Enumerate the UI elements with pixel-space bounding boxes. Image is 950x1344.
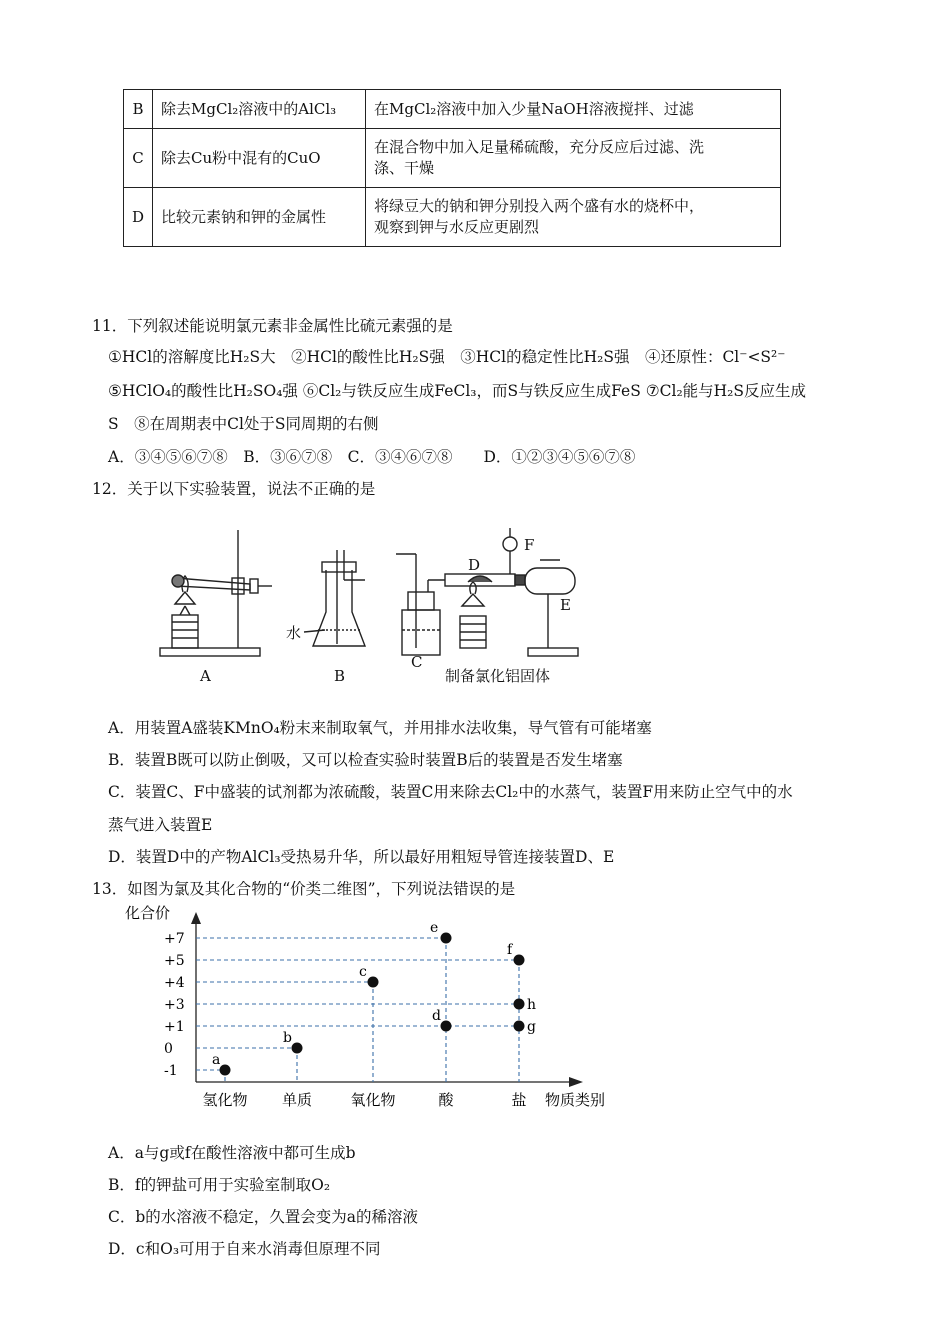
collector-e	[525, 568, 575, 594]
stopper-b	[322, 562, 356, 572]
q12-option-b: B．装置B既可以防止倒吸，又可以检查实验时装置B后的装置是否发生堵塞	[108, 751, 623, 769]
method-line: 在混合物中加入足量稀硫酸，充分反应后过滤、洗	[374, 138, 705, 156]
x-tick-label: 酸	[438, 1091, 454, 1109]
row-purpose: 除去MgCl₂溶液中的AlCl₃	[153, 90, 366, 129]
drying-bulb-f	[503, 537, 517, 551]
q11-statements-line3: S ⑧在周期表中Cl处于S同周期的右侧	[108, 415, 379, 433]
data-point-a	[220, 1065, 231, 1076]
data-label-c: c	[359, 964, 367, 980]
q12-option-d: D．装置D中的产物AlCl₃受热易升华，所以最好用粗短导管连接装置D、E	[108, 848, 615, 866]
q12-option-c-line1: C．装置C、F中盛装的试剂都为浓硫酸，装置C用来除去Cl₂中的水蒸气，装置F用来防止空气中的水	[108, 783, 793, 801]
row-method	[366, 188, 781, 247]
data-point-g	[514, 1021, 525, 1032]
y-tick-label: -1	[164, 1063, 178, 1079]
row-purpose: 除去Cu粉中混有的CuO	[153, 129, 366, 188]
q13-stem: 13．如图为氯及其化合物的“价类二维图”，下列说法错误的是	[92, 880, 516, 898]
figure-label-e: E	[560, 596, 571, 614]
data-label-a: a	[212, 1052, 221, 1068]
data-label-f: f	[507, 942, 513, 958]
x-axis-label: 物质类别	[545, 1091, 606, 1109]
data-label-b: b	[283, 1030, 292, 1046]
y-tick-label: +1	[164, 1019, 185, 1035]
row-method: 在MgCl₂溶液中加入少量NaOH溶液搅拌、过滤	[366, 90, 781, 129]
y-axis-label: 化合价	[125, 904, 171, 922]
q11-options: A．③④⑤⑥⑦⑧ B．③⑥⑦⑧ C．③④⑥⑦⑧ D．①②③④⑤⑥⑦⑧	[108, 448, 636, 466]
x-axis-arrow	[569, 1077, 583, 1087]
figure-label-b: B	[334, 667, 346, 685]
figure-label-a: A	[200, 667, 211, 685]
bottle-c	[402, 610, 440, 655]
data-point-e	[441, 933, 452, 944]
table-row	[124, 90, 781, 129]
method-line: 观察到钾与水反应更剧烈	[374, 218, 540, 236]
options-table	[123, 89, 781, 247]
q12-option-c-line2: 蒸气进入装置E	[108, 816, 213, 834]
method-line: 将绿豆大的钠和钾分别投入两个盛有水的烧杯中，	[374, 197, 705, 215]
row-label: D	[124, 188, 153, 247]
heated-reagent-a	[172, 575, 184, 587]
data-label-g: g	[527, 1019, 536, 1035]
q12-stem: 12．关于以下实验装置，说法不正确的是	[92, 480, 376, 498]
row-method	[366, 129, 781, 188]
stand-base-a	[160, 648, 260, 656]
figure-label-water: 水	[286, 624, 302, 642]
data-point-d	[441, 1021, 452, 1032]
data-label-e: e	[430, 920, 439, 936]
data-label-h: h	[527, 997, 537, 1013]
figure-label-c: C	[411, 653, 423, 671]
data-point-h	[514, 999, 525, 1010]
figure-label-f: F	[524, 536, 535, 554]
lamp-a	[175, 592, 195, 604]
data-point-f	[514, 955, 525, 966]
q12-option-a: A．用装置A盛装KMnO₄粉末来制取氧气，并用排水法收集，导气管有可能堵塞	[108, 719, 652, 737]
method-line: 涤、干燥	[374, 159, 435, 177]
y-tick-label: +5	[164, 953, 185, 969]
q13-option-b: B．f的钾盐可用于实验室制取O₂	[108, 1176, 331, 1194]
row-purpose: 比较元素钠和钾的金属性	[153, 188, 366, 247]
row-label: B	[124, 90, 153, 129]
table-row	[124, 188, 781, 247]
q13-option-d: D．c和O₃可用于自来水消毒但原理不同	[108, 1240, 381, 1258]
x-tick-label: 氢化物	[202, 1091, 248, 1109]
q13-option-a: A．a与g或f在酸性溶液中都可生成b	[108, 1144, 356, 1162]
y-tick-label: +3	[164, 997, 185, 1013]
y-axis-arrow	[191, 912, 201, 924]
water-pointer	[304, 630, 325, 632]
x-tick-label: 氧化物	[350, 1091, 396, 1109]
stopper-a	[250, 579, 258, 593]
x-tick-label: 单质	[281, 1091, 313, 1109]
q11-statements-line2: ⑤HClO₄的酸性比H₂SO₄强 ⑥Cl₂与铁反应生成FeCl₃，而S与铁反应生成FeS ⑦Cl₂能与H₂S反应生成	[108, 382, 807, 400]
figure-label-d: D	[468, 556, 481, 574]
q13-option-c: C．b的水溶液不稳定，久置会变为a的稀溶液	[108, 1208, 419, 1226]
bottle-c-neck	[408, 592, 434, 610]
data-point-b	[292, 1043, 303, 1054]
data-label-d: d	[432, 1008, 441, 1024]
y-tick-label: +7	[164, 931, 185, 947]
table-row	[124, 129, 781, 188]
figure-caption: 制备氯化铝固体	[445, 667, 551, 685]
row-label: C	[124, 129, 153, 188]
valence-class-chart	[120, 900, 620, 1115]
burner-block-a	[172, 615, 198, 648]
x-tick-label: 盐	[511, 1091, 527, 1109]
flask-b	[313, 570, 365, 646]
data-point-c	[368, 977, 379, 988]
q11-stem: 11．下列叙述能说明氯元素非金属性比硫元素强的是	[92, 317, 453, 335]
y-tick-label: 0	[164, 1041, 173, 1057]
q11-statements-line1: ①HCl的溶解度比H₂S大 ②HCl的酸性比H₂S强 ③HCl的稳定性比H₂S强 ④还原性：Cl⁻<S²⁻	[108, 348, 786, 366]
y-tick-label: +4	[164, 975, 185, 991]
